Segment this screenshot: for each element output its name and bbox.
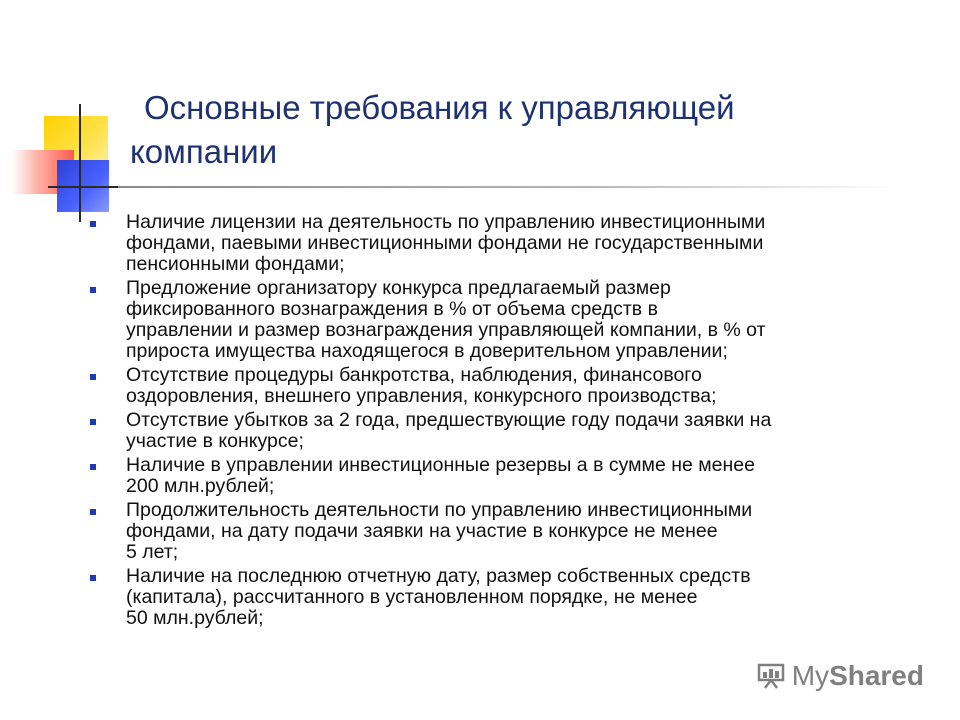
list-item-text: Отсутствие убытков за 2 года, предшествующие году подачи заявки на участие в конкурсе; (126, 409, 772, 452)
list-item (88, 500, 908, 563)
list-item-text: Отсутствие процедуры банкротства, наблюдения, финансового оздоровления, внешнего управления, конкурсного производства; (126, 364, 717, 407)
requirements-list (88, 212, 908, 632)
list-item-text: Наличие на последнюю отчетную дату, размер собственных средств (капитала), рассчитанного в установленном порядке, не менее 50 млн.рублей; (126, 565, 751, 629)
watermark-text-my: My (791, 660, 830, 691)
slide-title (130, 86, 870, 174)
bullet-marker-icon (90, 464, 96, 470)
list-item (88, 566, 908, 629)
watermark-text-shared: Shared (829, 660, 924, 691)
list-item (88, 212, 908, 275)
list-item-text: Наличие в управлении инвестиционные резервы а в сумме не менее 200 млн.рублей; (126, 454, 755, 497)
slide-title-line-2: компании (130, 133, 278, 170)
list-item (88, 365, 908, 407)
bullet-marker-icon (90, 575, 96, 581)
list-item (88, 278, 908, 362)
bullet-marker-icon (90, 419, 96, 425)
slide-title-line-1: Основные требования к управляющей (144, 89, 735, 126)
bullet-marker-icon (90, 374, 96, 380)
list-item-text: Продолжительность деятельности по управлению инвестиционными фондами, на дату подачи заявки на участие в конкурсе не менее 5 лет; (126, 499, 753, 563)
bullet-marker-icon (90, 509, 96, 515)
list-item (88, 410, 908, 452)
decorative-horizontal-line (48, 186, 118, 188)
presentation-icon (756, 663, 786, 689)
myshared-watermark (756, 660, 924, 692)
list-item-text: Предложение организатору конкурса предлагаемый размер фиксированного вознаграждения в % от объема средств в управлении и размер вознаграждения управляющей компании, в % от прироста имущества находящегося в доверительном управлении; (126, 277, 766, 362)
bullet-marker-icon (90, 287, 96, 293)
watermark-text (792, 660, 924, 692)
list-item (88, 455, 908, 497)
title-underline (118, 186, 898, 188)
decorative-vertical-line (79, 104, 81, 222)
list-item-text: Наличие лицензии на деятельность по управлению инвестиционными фондами, паевыми инвестиционными фондами не государственными пенсионными фондами; (126, 211, 766, 275)
bullet-marker-icon (90, 221, 96, 227)
